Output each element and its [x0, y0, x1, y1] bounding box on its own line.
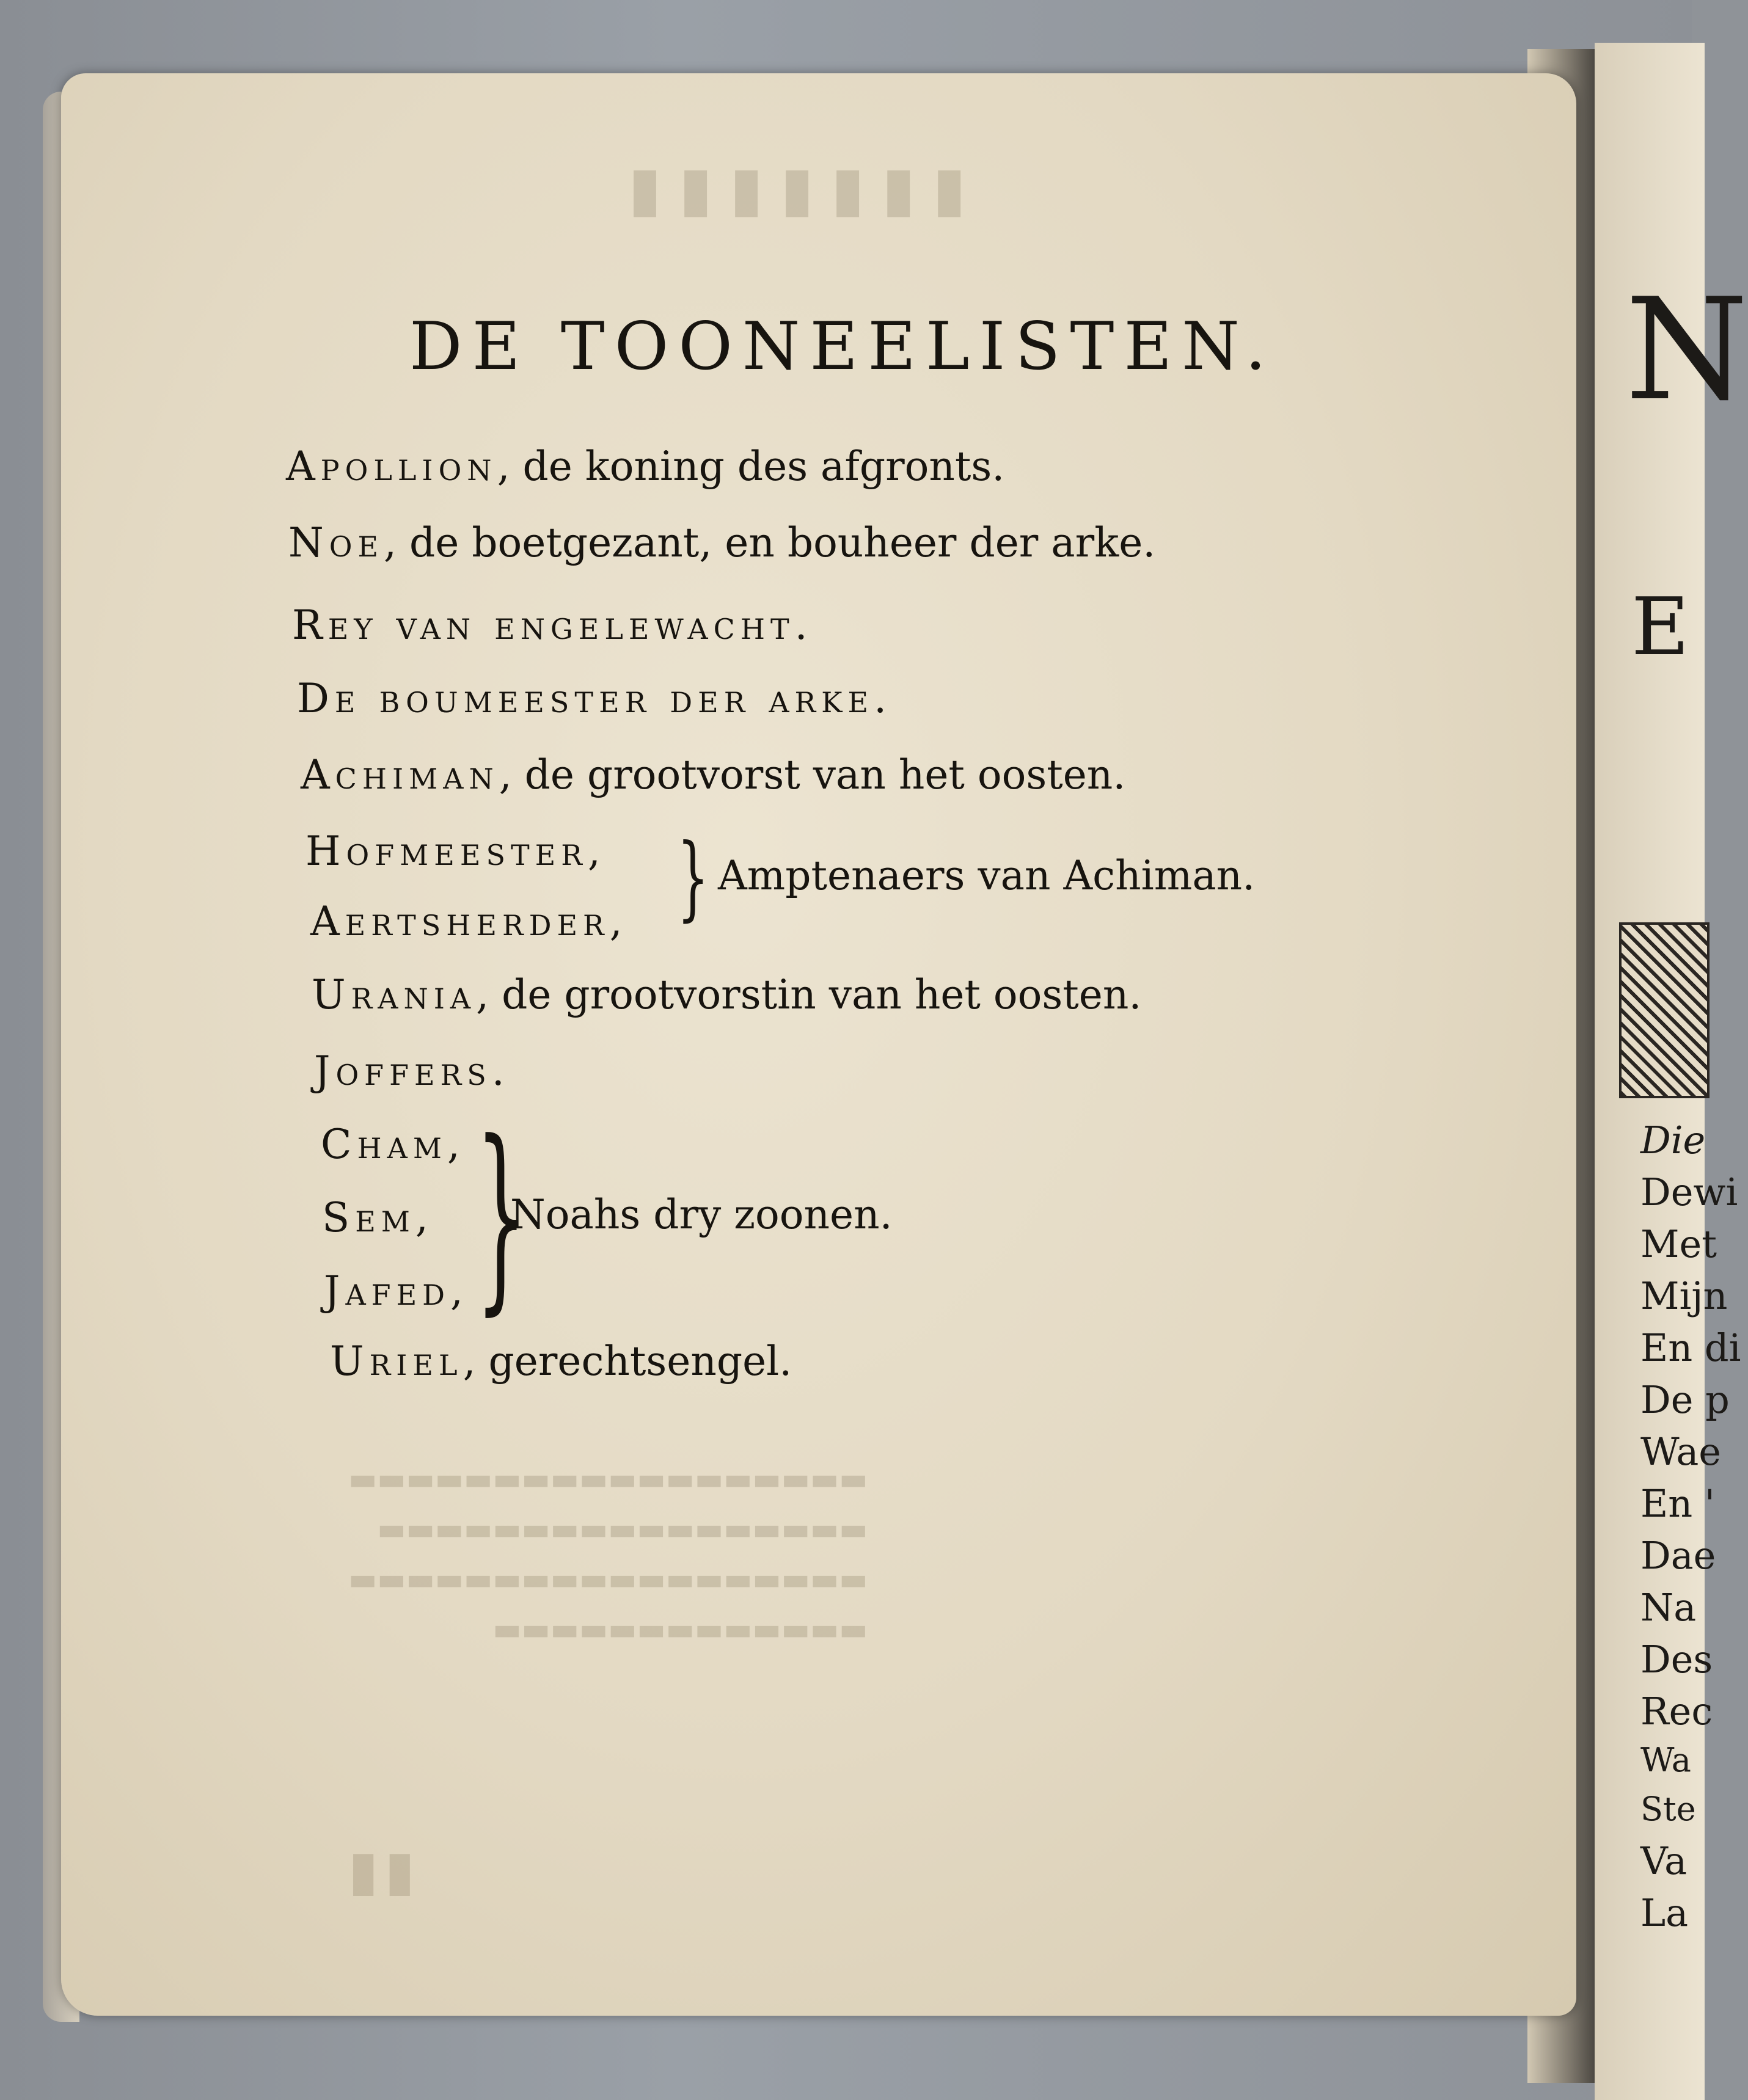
character-description: , de grootvorstin van het oosten. — [476, 971, 1142, 1018]
character-name: Achiman — [301, 751, 499, 798]
group-member: Sem, — [322, 1194, 434, 1241]
character-description: , de grootvorst van het oosten. — [499, 751, 1126, 798]
facing-page-line: Met — [1640, 1222, 1717, 1266]
brace-icon: } — [475, 1098, 527, 1333]
facing-page-line: Des — [1640, 1637, 1713, 1682]
cast-entry — [314, 1048, 505, 1095]
brace-icon: } — [677, 825, 709, 931]
facing-page-line: Dae — [1640, 1533, 1716, 1578]
facing-page-line: Ste — [1640, 1790, 1696, 1828]
character-name: De boumeester der arke — [297, 675, 874, 722]
show-through-heading: ▮▮▮▮▮▮▮ — [611, 153, 967, 224]
cast-entry — [312, 971, 1141, 1018]
cast-entry — [330, 1338, 792, 1385]
facing-page-line: En ' — [1640, 1481, 1715, 1526]
character-description: . — [874, 675, 887, 722]
character-description: , de koning des afgronts. — [497, 443, 1005, 490]
cast-entry — [292, 602, 808, 649]
group-member: Aertsherder, — [310, 898, 628, 945]
facing-page-subheading: E — [1631, 580, 1689, 673]
character-name: Joffers — [314, 1048, 492, 1095]
character-name: Rey van engelewacht — [292, 602, 795, 649]
show-through-text: ▬▬▬▬▬▬▬▬▬▬▬▬▬▬▬▬▬▬ ▬▬▬▬▬▬▬▬▬▬▬▬▬▬▬▬▬ ▬▬▬▬▬▬▬▬▬▬▬▬▬▬▬▬▬▬ ▬▬▬▬▬▬▬▬▬▬▬▬▬ — [348, 1461, 868, 1647]
facing-page-line: Rec — [1640, 1689, 1713, 1734]
page-title: DE TOONEELISTEN. — [409, 308, 1276, 385]
facing-page-heading: N — [1625, 269, 1748, 432]
facing-page-line: Mijn — [1640, 1274, 1728, 1318]
group-member: Hofmeester, — [305, 828, 606, 875]
character-name: Apollion — [286, 443, 497, 490]
character-name: Urania — [312, 971, 477, 1018]
character-name: Noe — [288, 519, 384, 566]
character-description: . — [491, 1048, 505, 1095]
cast-entry — [288, 519, 1155, 566]
group-description: Noahs dry zoonen. — [510, 1191, 893, 1238]
character-description: . — [794, 602, 808, 649]
facing-page-line: Wa — [1640, 1741, 1692, 1779]
facing-page-line: Dewi — [1640, 1170, 1738, 1214]
facing-page-line: De p — [1640, 1377, 1730, 1422]
facing-page-line: Na — [1640, 1585, 1697, 1630]
facing-page-line: Die — [1640, 1118, 1706, 1162]
facing-page — [1595, 43, 1748, 2100]
show-through-catchword: ▮▮ — [342, 1839, 415, 1903]
cast-entry — [297, 675, 887, 722]
cast-entry — [286, 443, 1004, 490]
facing-page-line: La — [1640, 1890, 1689, 1935]
facing-page-line: Va — [1640, 1839, 1688, 1883]
group-description: Amptenaers van Achiman. — [718, 852, 1256, 899]
group-member: Cham, — [321, 1121, 466, 1168]
character-description: , de boetgezant, en bouheer der arke. — [384, 519, 1156, 566]
facing-page-line: En di — [1640, 1325, 1741, 1370]
cast-entry — [301, 751, 1125, 798]
group-member: Jafed, — [324, 1267, 469, 1314]
ornamental-initial-icon — [1619, 922, 1710, 1098]
facing-page-line: Wae — [1640, 1429, 1721, 1474]
character-name: Uriel — [330, 1338, 463, 1385]
character-description: , gerechtsengel. — [463, 1338, 792, 1385]
